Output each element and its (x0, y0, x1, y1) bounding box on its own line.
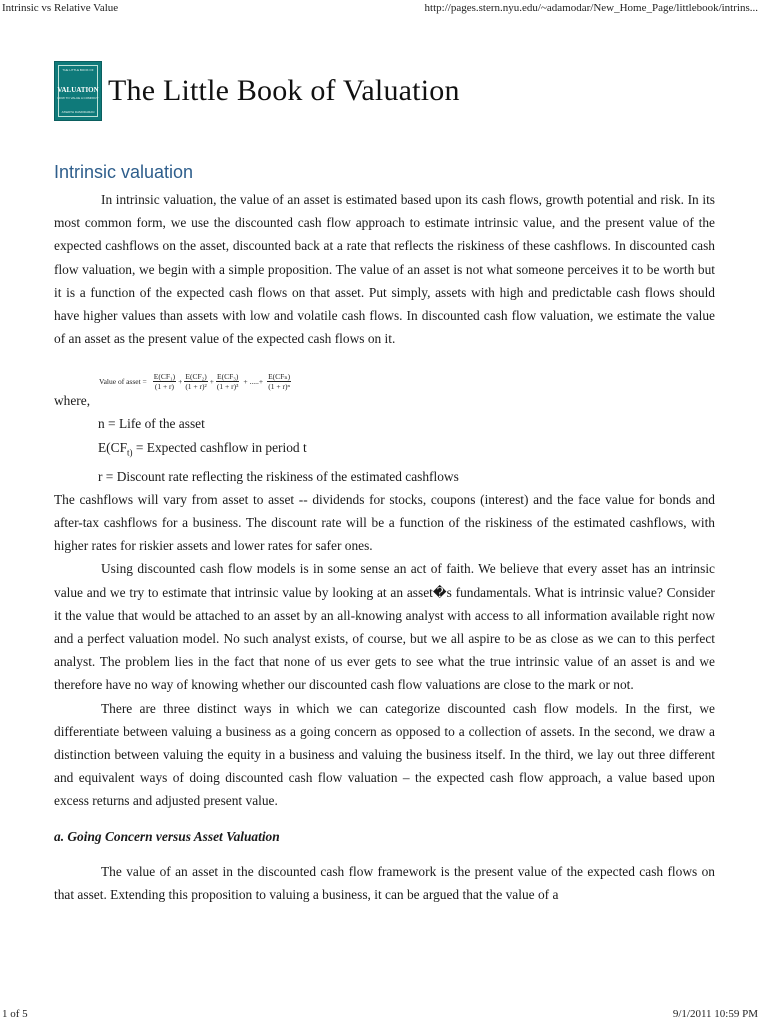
page-number: 1 of 5 (2, 1008, 28, 1020)
formula-block (54, 372, 715, 412)
book-banner (54, 60, 460, 122)
paragraph-intro: In intrinsic valuation, the value of an asset is estimated based upon its cash flows, growth potential and risk. In its most common form, we use the discounted cash flow approach to estimate intrinsic value, and the present value of the expected cashflows on the asset, discounted back at a rate that reflects the riskiness of these cashflows. In discounted cash flow valuation, we begin with a simple proposition. The value of an asset is not what someone perceives it to be worth but it is a function of the expected cash flows on that asset. Put simply, assets with high and predictable cash flows should have higher values than assets with low and volatile cash flows. In discounted cash flow valuation, we estimate the value of an asset as the present value of the expected cash flows on it. (54, 192, 715, 347)
dcf-formula-image: Value of asset = $\frac{\text{E(CF₁)}}{(1 + r)}$ + $\frac{\text{E(CF₂)}}{\text{(1 + r)²}}$ + $\frac{\text{E(CF₃)}}{\text{(1 + r)³}}$ + .....+ $\frac{\text{E(CFₙ)}}{\text{(1 + r)ⁿ}}$ (99, 372, 291, 392)
where-label: where, (54, 393, 91, 409)
definition-n: n = Life of the asset (98, 416, 205, 432)
page-url-header: http://pages.stern.nyu.edu/~adamodar/New_Home_Page/littlebook/intrins... (424, 2, 758, 14)
paragraph-faith: Using discounted cash flow models is in some sense an act of faith. We believe that every asset has an intrinsic value and we try to estimate that intrinsic value by looking at an asset�s fundamentals. What is intrinsic value? Consider it the value that would be attached to an asset by an all-knowing analyst with access to all information available right now and a perfect valuation model. No such analyst exists, of course, but we all aspire to be as close as we can to this perfect analyst. The problem lies in the fact that none of us ever gets to see what the true intrinsic value of an asset is and we therefore have no way of knowing whether our discounted cash flow valuations are close to the mark or not. (54, 561, 715, 693)
formula-definitions (54, 412, 715, 487)
book-cover-image: THE LITTLE BOOK OF VALUATION HOW TO VALUE A COMPANY ASWATH DAMODARAN (54, 61, 102, 121)
print-header (0, 0, 768, 16)
paragraph-going-concern: The value of an asset in the discounted cash flow framework is the present value of the expected cash flows on that asset. Extending this proposition to valuing a business, it can be argued that the value of a (54, 863, 715, 902)
paragraph-cashflows: The cashflows will vary from asset to asset -- dividends for stocks, coupons (interest) and the face value for bonds and after-tax cashflows for a business. The discount rate will be a function of the riskiness of the estimated cashflows, with higher rates for riskier assets and lower rates for safer ones. (54, 491, 715, 554)
subsection-heading: a. Going Concern versus Asset Valuation (54, 828, 280, 844)
print-footer (0, 1006, 768, 1024)
paragraph-categories: There are three distinct ways in which we can categorize discounted cash flow models. In the first, we differentiate between valuing a business as a going concern as opposed to a collection of assets. In the second, we draw a distinction between valuing the equity in a business and valuing the business itself. In the third, we lay out three different and equivalent ways of doing discounted cash flow valuation – the expected cash flow approach, a value based upon excess returns and adjusted present value. (54, 700, 715, 809)
page-title-header: Intrinsic vs Relative Value (2, 2, 119, 14)
definition-cf: $E(CF_{t)}$ = Expected cashflow in period t (98, 439, 307, 458)
section-heading: Intrinsic valuation (54, 162, 194, 182)
print-timestamp: 9/1/2011 10:59 PM (672, 1008, 758, 1020)
definition-r: r = Discount rate reflecting the riskiness of the estimated cashflows (98, 468, 459, 484)
book-title: The Little Book of Valuation (108, 74, 460, 107)
article-body (54, 188, 715, 906)
